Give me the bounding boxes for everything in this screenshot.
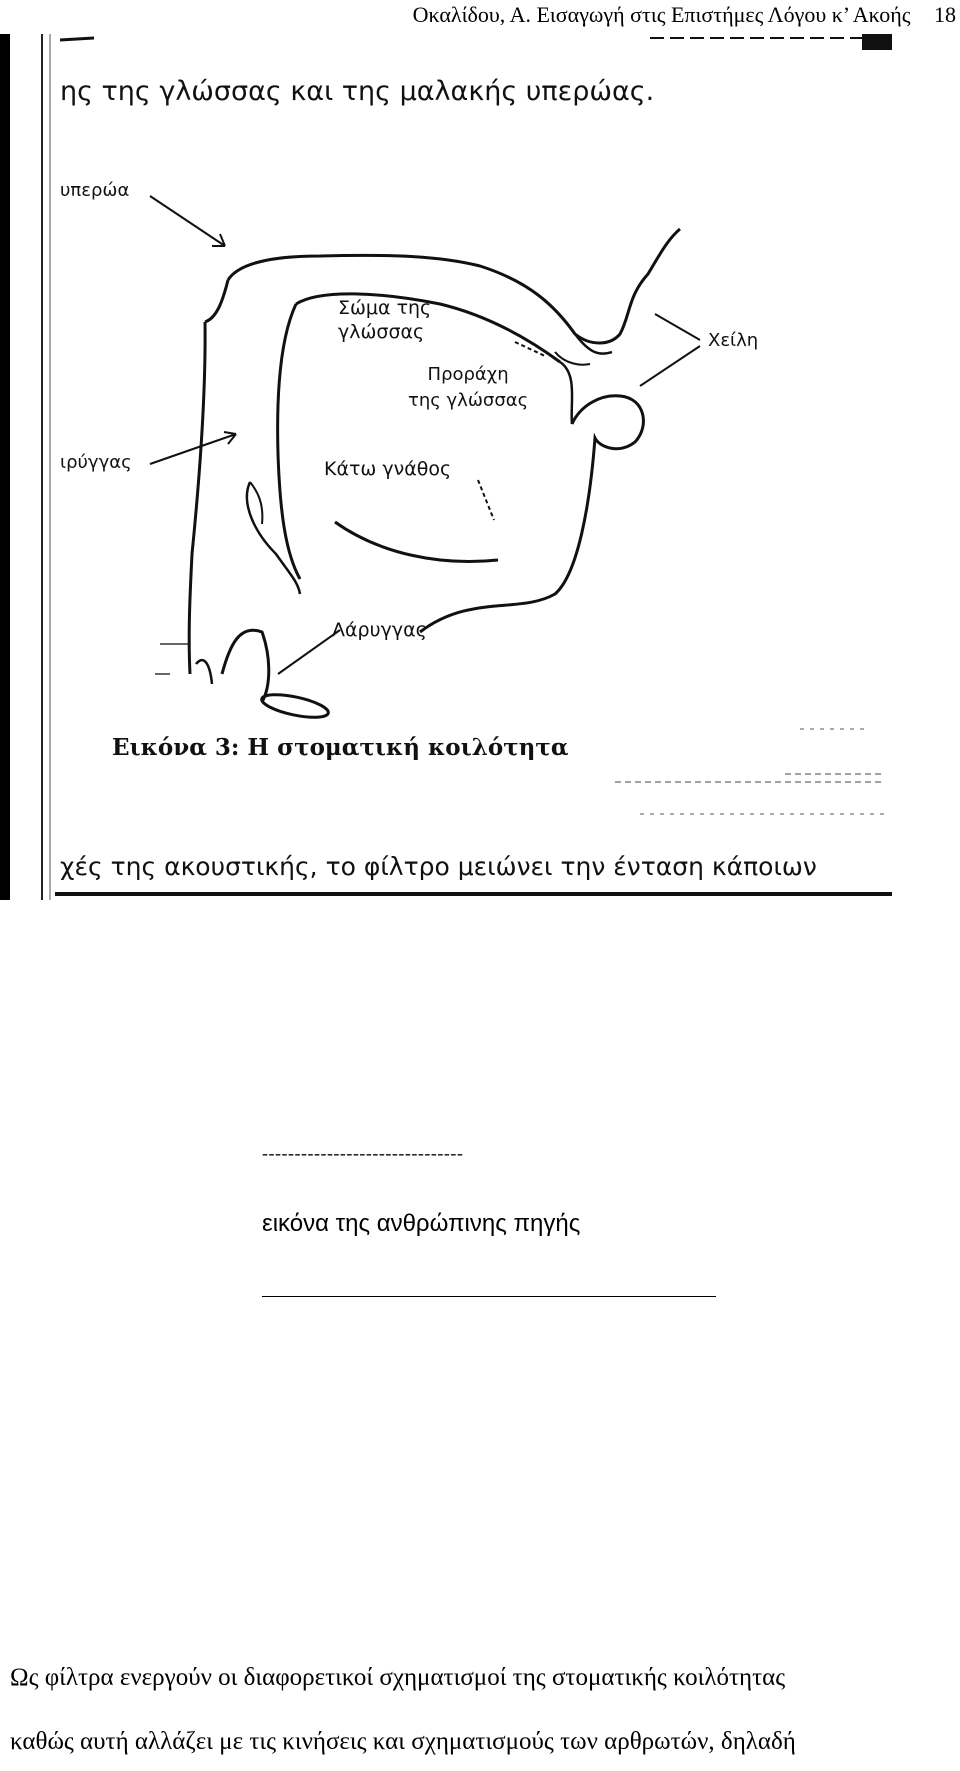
label-palate: υπερώα (60, 180, 130, 201)
label-tongue-tip (408, 362, 528, 414)
palate-outline (228, 229, 680, 343)
label-tongue-body (338, 296, 431, 344)
scan-mark (862, 34, 892, 50)
epiglottis (247, 482, 300, 594)
tongue-root (278, 304, 300, 579)
label-lower-jaw: Κάτω γνάθος (324, 458, 452, 480)
dashed-separator: ------------------------------- (262, 1143, 464, 1163)
scan-bottom-fragment: χές της ακουστικής, το φίλτρο μειώνει την ένταση κάποιων (60, 852, 817, 881)
larynx-ring (260, 690, 330, 722)
pharynx-wall (189, 322, 205, 674)
velum-outline (205, 280, 228, 322)
arrow-pharynx (150, 434, 236, 464)
larynx-tube (222, 630, 269, 702)
scan-mark (155, 644, 190, 674)
body-text-line-2: καθώς αυτή αλλάζει με τις κινήσεις και σχηματισμούς των αρθρωτών, δηλαδή (10, 1728, 796, 1755)
running-header (413, 0, 956, 30)
label-lips: Χείλη (708, 330, 759, 351)
label-larynx: Λάρυγγας (332, 619, 427, 641)
label-tongue-tip-2: της γλώσσας (408, 390, 529, 411)
source-rule (262, 1296, 716, 1297)
running-title: Οκαλίδου, Α. Εισαγωγή στις Επιστήμες Λόγου κ’ Ακοής (412, 2, 911, 27)
figure-caption: Εικόνα 3: Η στοματική κοιλότητα (112, 734, 569, 761)
scan-top-fragment: ης της γλώσσας και της μαλακής υπερώας. (60, 76, 655, 107)
arrow-jaw (478, 480, 494, 520)
scanned-figure (0, 34, 892, 900)
scan-edge (0, 34, 10, 900)
arrows-lips (640, 314, 700, 386)
lower-jaw-line (335, 522, 498, 561)
source-caption: εικόνα της ανθρώπινης πηγής (262, 1210, 581, 1237)
scan-mark (640, 729, 885, 814)
scan-mark (60, 38, 94, 40)
label-tongue-body-2: γλώσσας (338, 321, 425, 343)
label-tongue-tip-1: Προράχη (427, 364, 509, 385)
lower-lip-chin (420, 396, 643, 632)
label-tongue-body-1: Σώμα της (338, 297, 432, 319)
arrow-larynx (278, 630, 340, 674)
larynx-fold (196, 660, 212, 684)
tongue-tip (560, 362, 572, 424)
body-text-line-1: Ως φίλτρα ενεργούν οι διαφορετικοί σχηματισμοί της στοματικής κοιλότητας (10, 1664, 786, 1691)
label-pharynx: ιρύγγας (60, 452, 132, 473)
scan-mark (615, 774, 885, 782)
page-number: 18 (934, 2, 956, 27)
arrow-palate (150, 196, 225, 246)
